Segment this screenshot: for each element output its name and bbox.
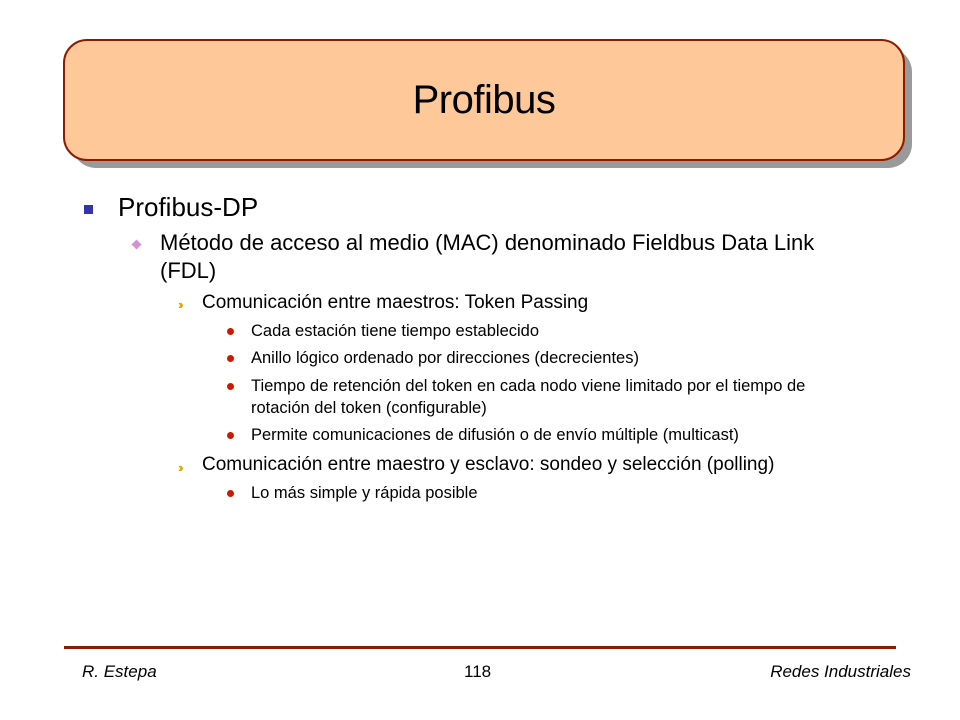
double-arrow-bullet-icon: ››	[178, 460, 181, 475]
diamond-bullet-icon	[132, 240, 142, 250]
dot-bullet-icon	[227, 355, 234, 362]
page-number: 118	[464, 662, 492, 681]
dot-bullet-icon	[227, 432, 234, 439]
dot-bullet-icon	[227, 383, 234, 390]
dot-bullet-icon	[227, 490, 234, 497]
bullet-multicast: Permite comunicaciones de difusión o de envío múltiple (multicast)	[251, 426, 739, 444]
bullet-retencion-token-line-2: rotación del token (configurable)	[251, 399, 487, 417]
bullet-mac-line-1: Método de acceso al medio (MAC) denominado Fieldbus Data Link	[160, 230, 815, 255]
bullet-profibus-dp: Profibus-DP	[118, 192, 259, 222]
footer-divider	[64, 646, 896, 649]
footer-course: Redes Industriales	[770, 662, 911, 681]
square-bullet-icon	[84, 205, 93, 214]
bullet-tiempo-establecido: Cada estación tiene tiempo establecido	[251, 322, 540, 340]
bullet-retencion-token-line-1: Tiempo de retención del token en cada nodo viene limitado por el tiempo de	[251, 377, 806, 395]
bullet-mac-line-2: (FDL)	[160, 258, 217, 283]
title-box	[63, 39, 905, 161]
bullet-polling: Comunicación entre maestro y esclavo: sondeo y selección (polling)	[202, 454, 775, 475]
bullet-token-passing: Comunicación entre maestros: Token Passing	[202, 292, 589, 313]
slide-title: Profibus	[412, 77, 556, 122]
bullet-anillo-logico: Anillo lógico ordenado por direcciones (decrecientes)	[251, 349, 639, 367]
double-arrow-bullet-icon: ››	[178, 297, 181, 312]
bullet-simple-rapida: Lo más simple y rápida posible	[251, 484, 478, 502]
footer-author: R. Estepa	[82, 662, 157, 681]
dot-bullet-icon	[227, 328, 234, 335]
